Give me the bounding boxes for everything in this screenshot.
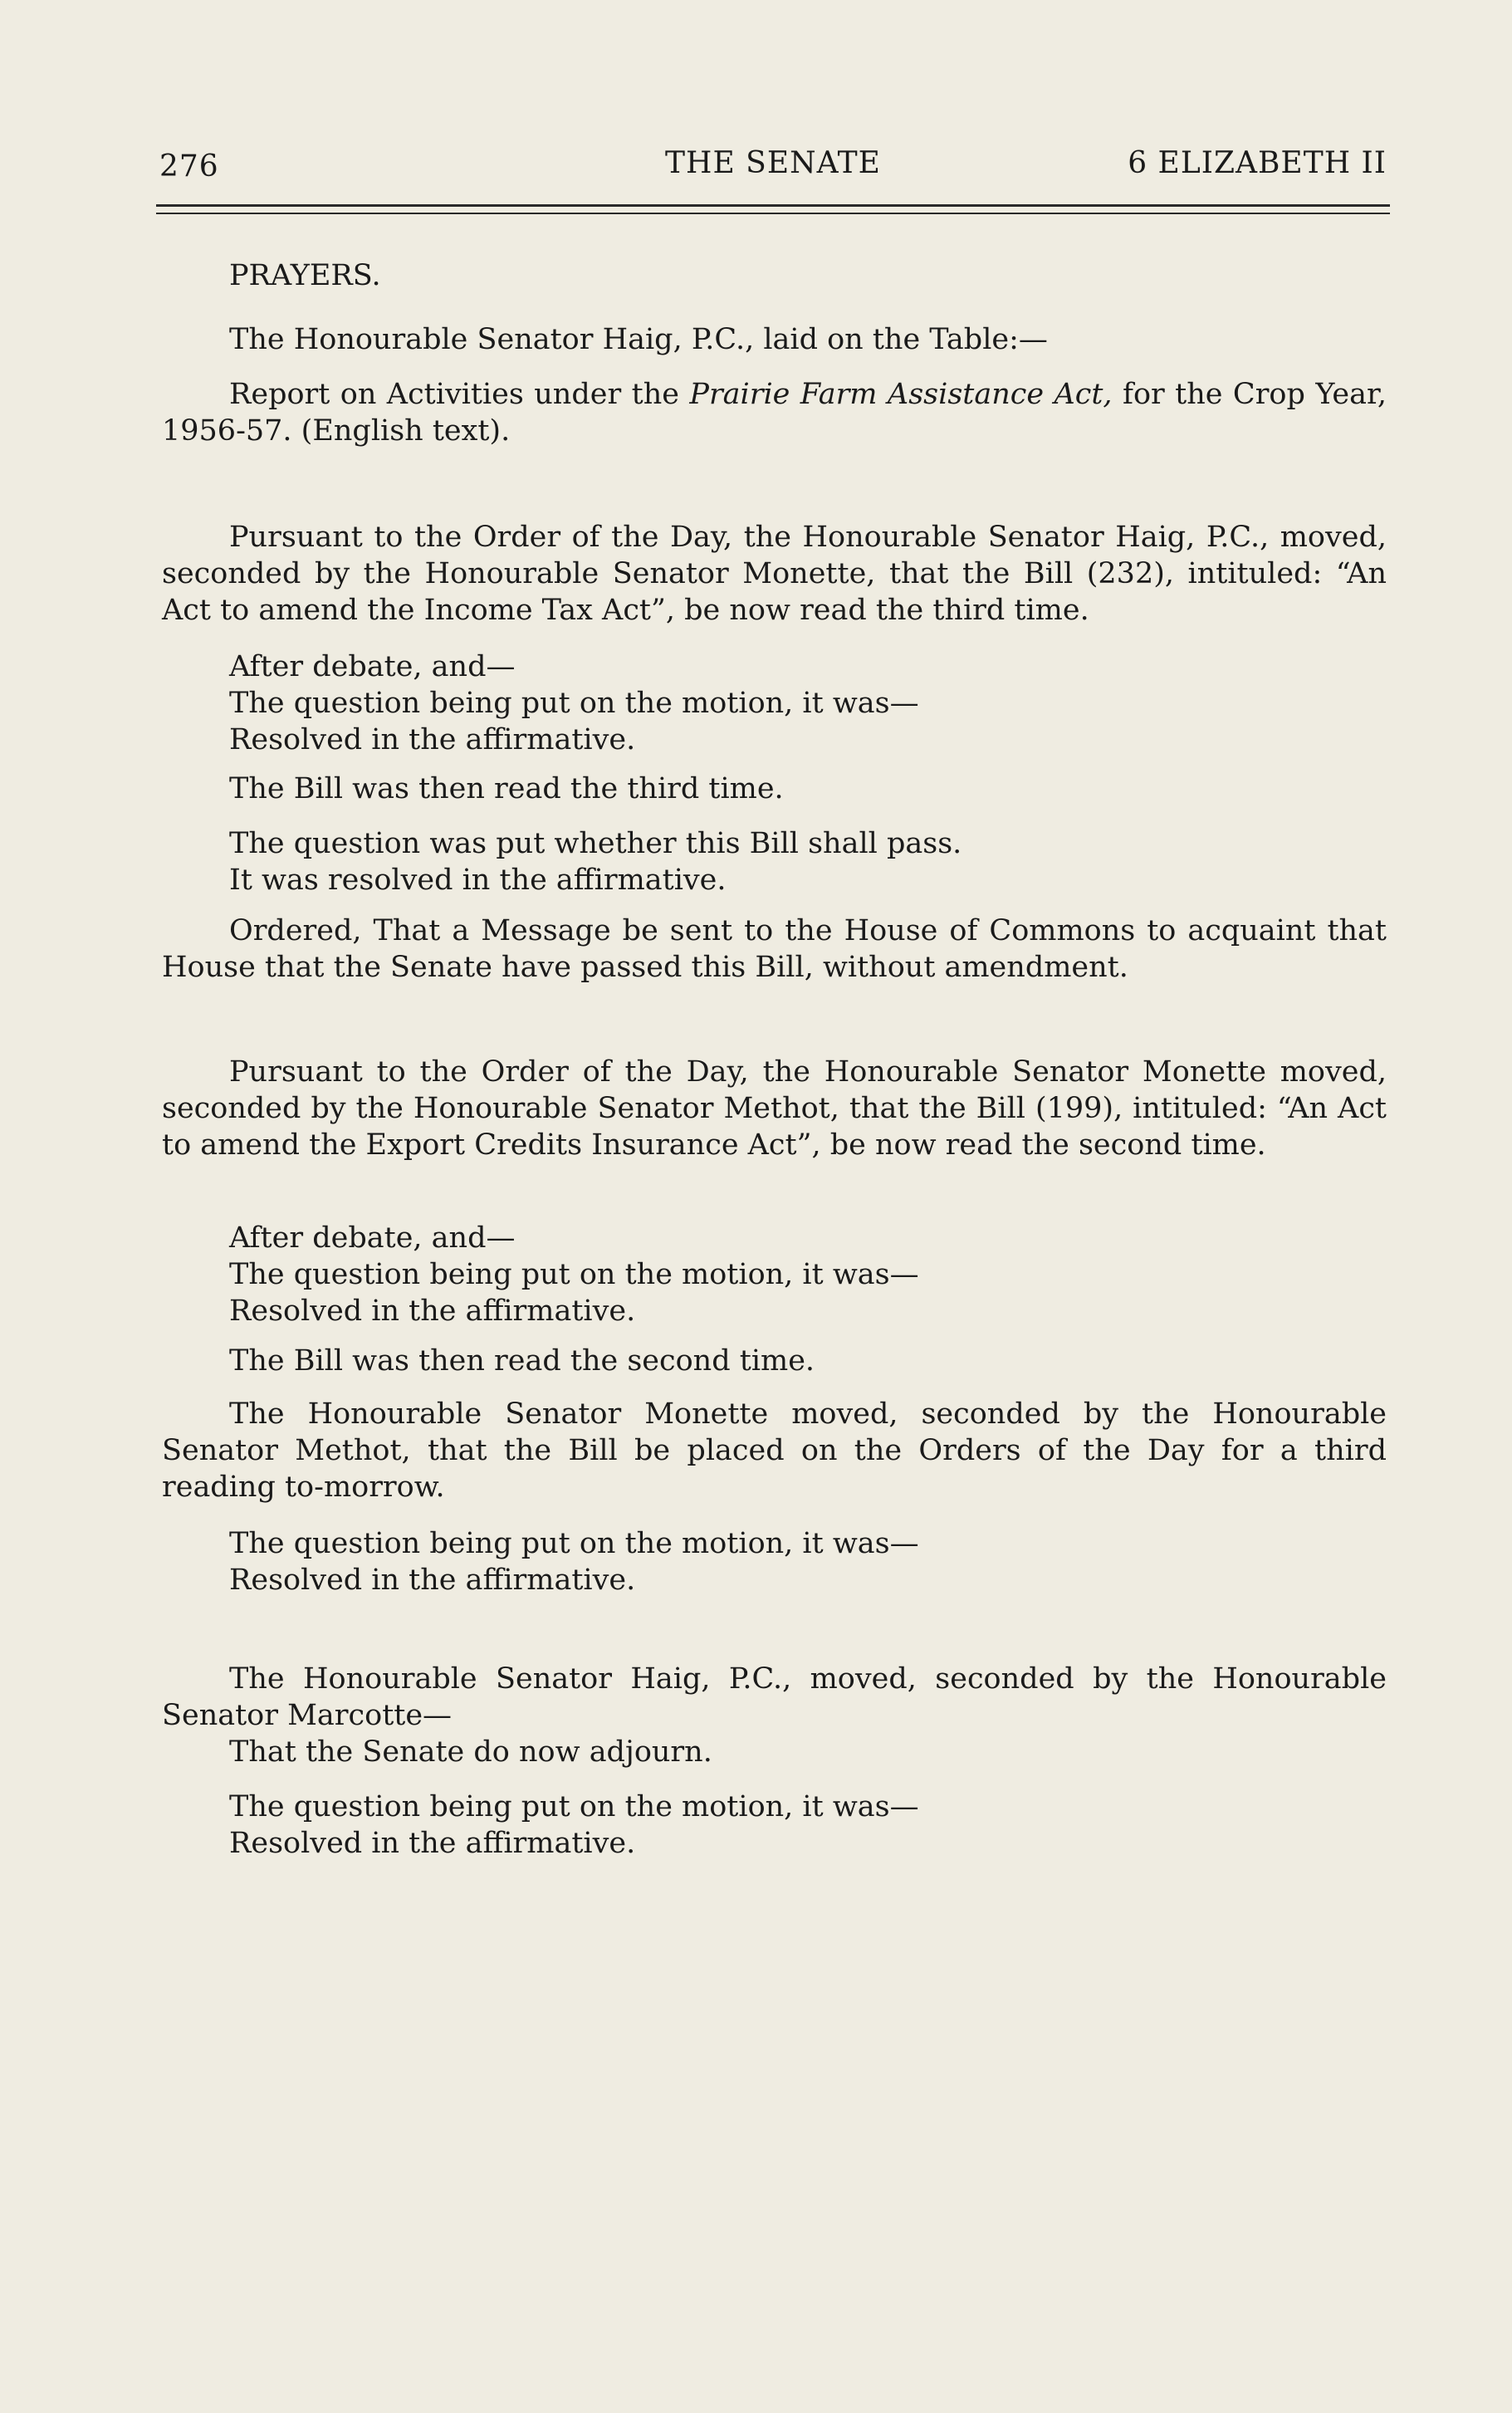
report-act-title: Prairie Farm Assistance Act, — [689, 378, 1113, 411]
adjourn-motion: The Honourable Senator Haig, P.C., moved, seconded by the Honourable Senator Marcotte— — [162, 1662, 1387, 1732]
m2-third-reading-motion: The Honourable Senator Monette moved, seconded by the Honourable Senator Methot, that the Bill be placed on the Orders of the Day for a third reading to-morrow. — [162, 1397, 1387, 1504]
m1-debate: After debate, and— — [229, 650, 516, 683]
motion2-proceedings — [162, 1220, 1387, 1329]
m1-ordered: Ordered, That a Message be sent to the House of Commons to acquaint that House that the Senate have passed this Bill, without amendment. — [162, 914, 1387, 984]
header-rule-top — [156, 204, 1390, 207]
m2-second-reading: The Bill was then read the second time. — [229, 1344, 815, 1378]
report-pre: Report on Activities under the — [229, 378, 690, 411]
regnal-year: 6 ELIZABETH II — [1128, 146, 1387, 180]
prayers-heading: PRAYERS. — [229, 259, 381, 292]
m2-q2: The question being put on the motion, it was— — [229, 1527, 919, 1560]
m2-resolved: Resolved in the affirmative. — [229, 1295, 636, 1328]
m1-pass-question: The question was put whether this Bill shall pass. — [229, 827, 962, 860]
adjourn-that: That the Senate do now adjourn. — [229, 1735, 712, 1769]
m1-third-reading: The Bill was then read the third time. — [229, 772, 784, 805]
report-post: for the Crop Year, 1956-57. (English text). — [162, 378, 1387, 448]
adjourn-question — [162, 1789, 1387, 1862]
m1-resolved: Resolved in the affirmative. — [229, 723, 636, 756]
motion1-proceedings — [162, 649, 1387, 758]
page-number: 276 — [159, 149, 219, 184]
running-title: THE SENATE — [665, 146, 881, 180]
motion-export-credits: Pursuant to the Order of the Day, the Honourable Senator Monette moved, seconded by the Honourable Senator Methot, that the Bill (199), intituled: “An Act to amend the Export Credits Insurance Act”, be now read the second time. — [162, 1055, 1387, 1162]
page-header — [159, 143, 1387, 186]
m2-question: The question being put on the motion, it was— — [229, 1258, 919, 1291]
adjourn-q: The question being put on the motion, it was— — [229, 1790, 919, 1823]
m1-pass-resolved: It was resolved in the affirmative. — [229, 864, 727, 897]
motion-income-tax: Pursuant to the Order of the Day, the Honourable Senator Haig, P.C., moved, seconded by the Honourable Senator Monette, that the Bill (232), intituled: “An Act to amend the Income Tax Act”, be now read the third time. — [162, 521, 1387, 627]
adjourn-r: Resolved in the affirmative. — [229, 1827, 636, 1860]
m2-r2: Resolved in the affirmative. — [229, 1564, 636, 1597]
header-rule-bottom — [156, 213, 1390, 214]
m1-pass — [162, 825, 1387, 898]
report-paragraph — [162, 376, 1387, 449]
tabled-paragraph: The Honourable Senator Haig, P.C., laid on the Table:— — [229, 323, 1048, 356]
m2-debate: After debate, and— — [229, 1221, 516, 1255]
m1-question: The question being put on the motion, it was— — [229, 687, 919, 720]
m2-question-2 — [162, 1525, 1387, 1598]
